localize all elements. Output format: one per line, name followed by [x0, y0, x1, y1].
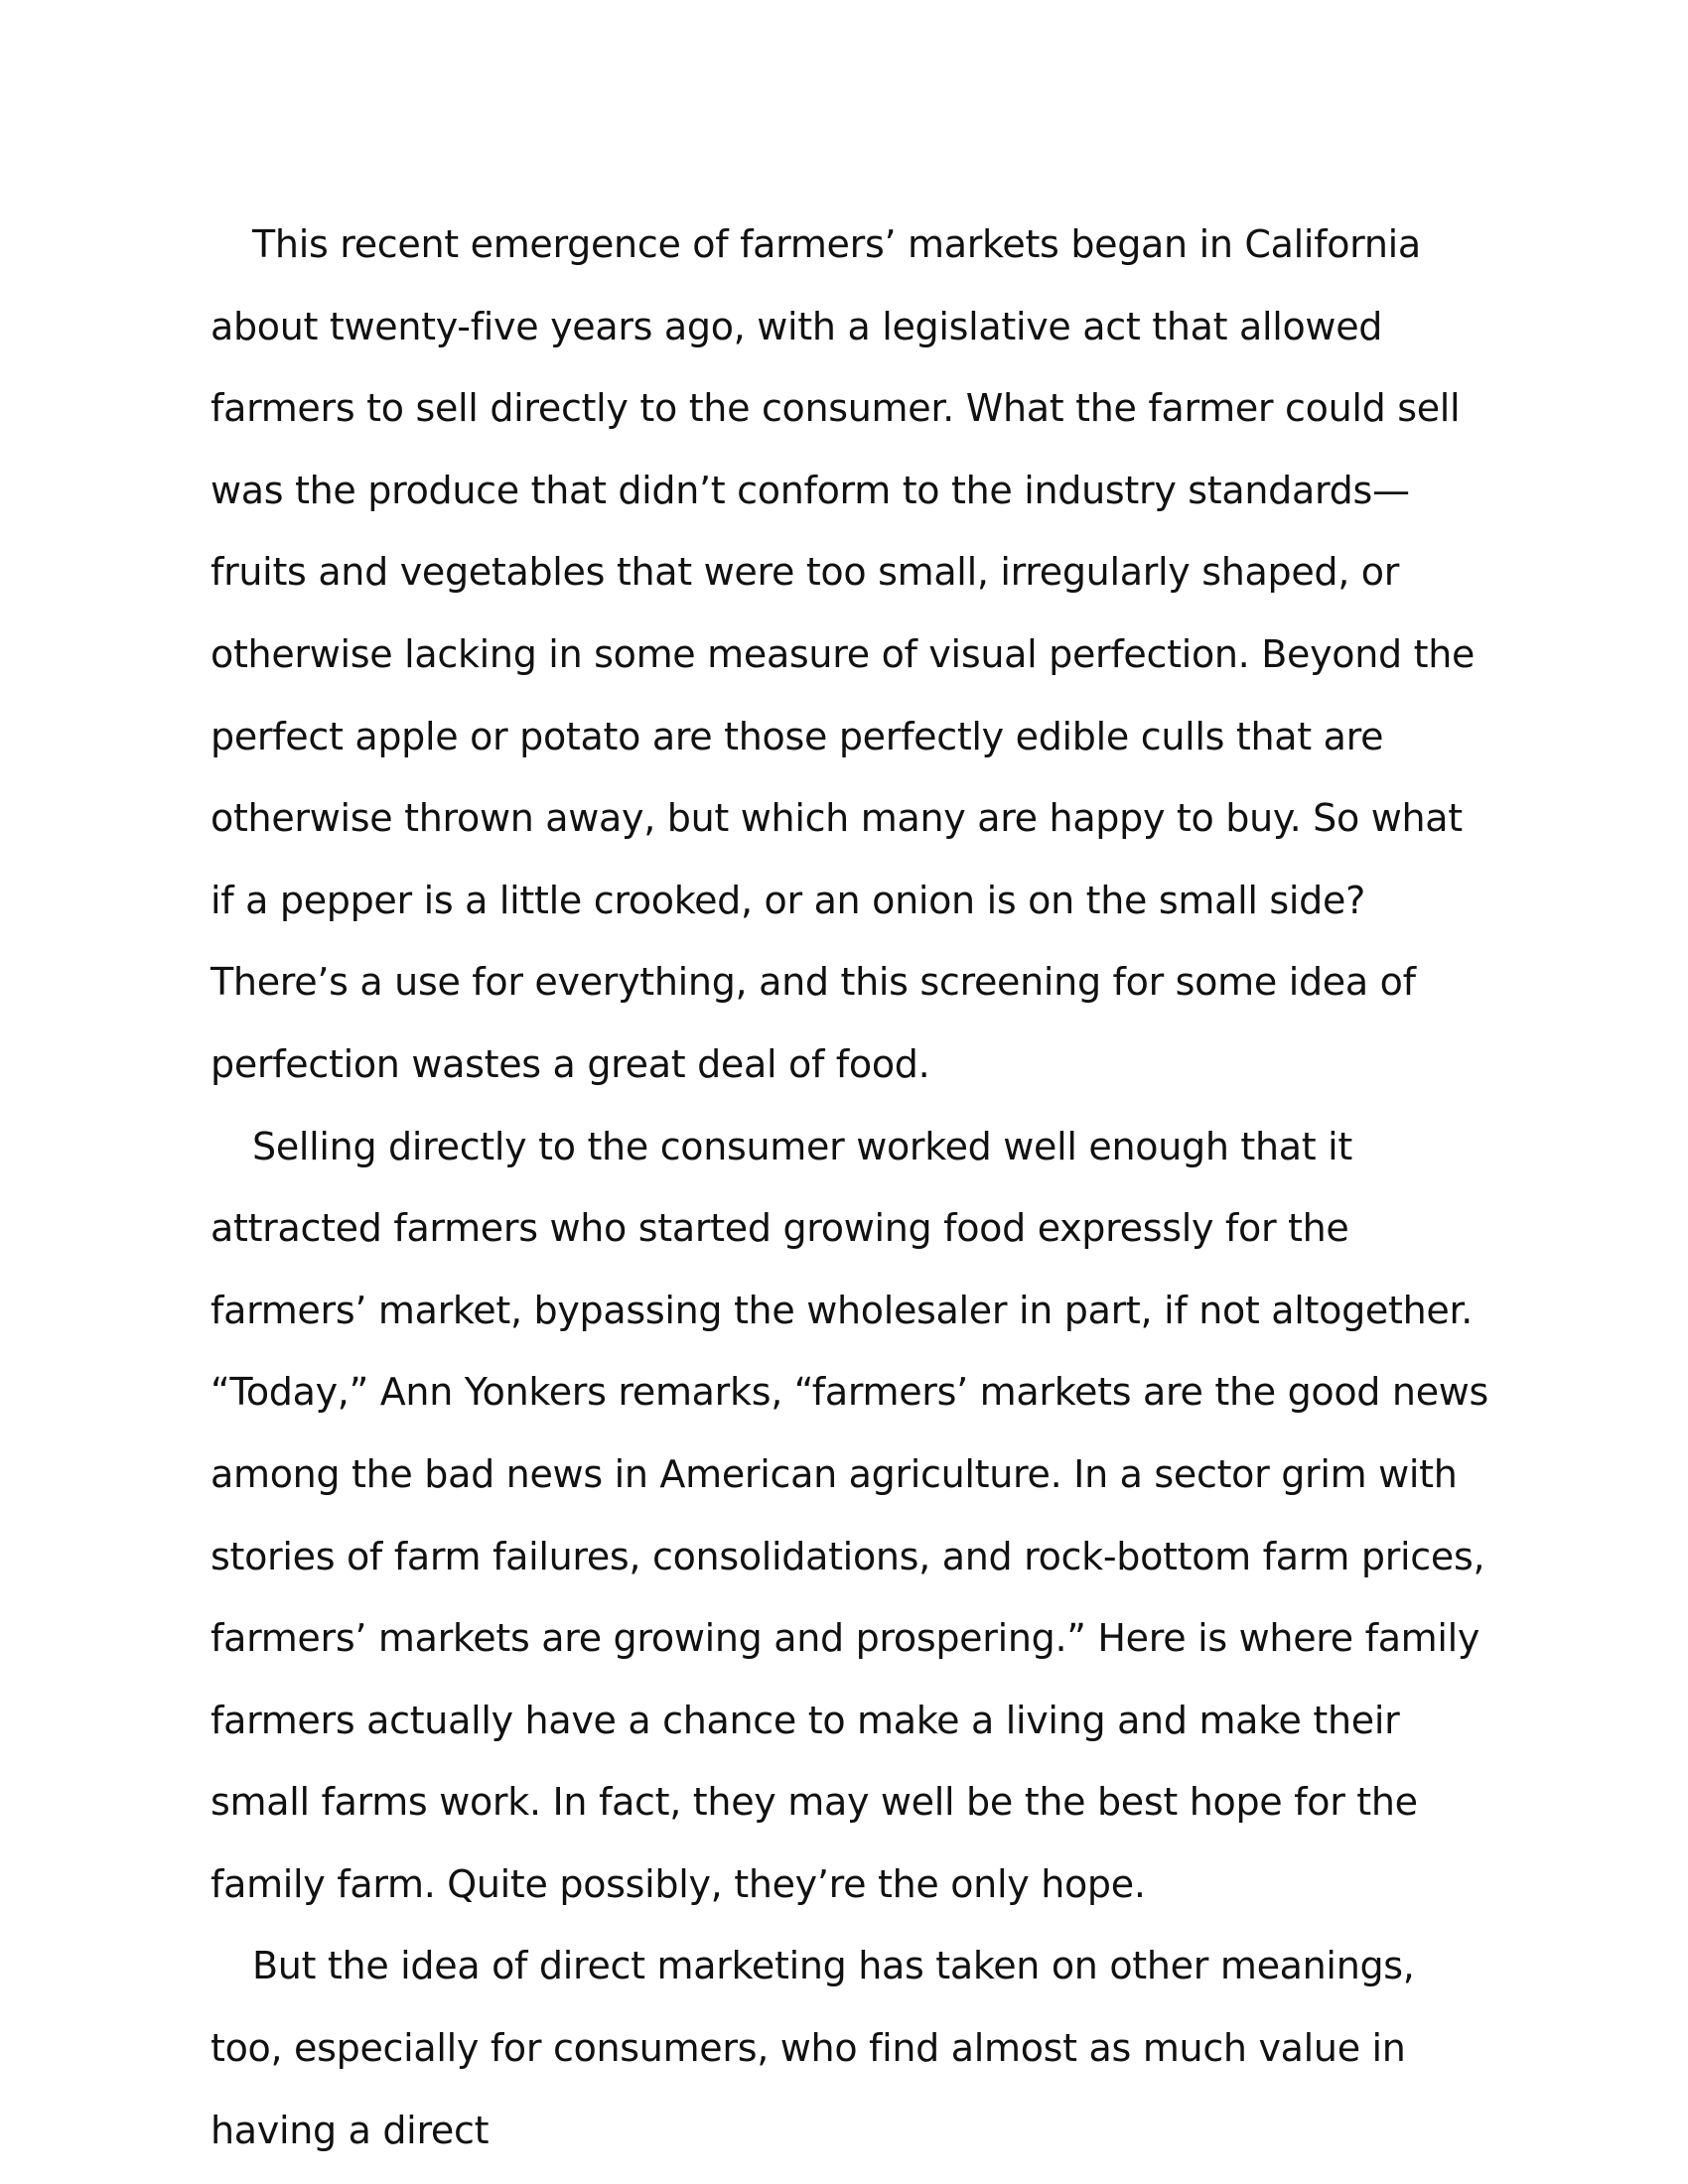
- paragraph-1: This recent emergence of farmers’ markets began in California about twenty-five years ago, with a legislative act that allowed farmers to sell directly to the consumer. What the farmer could sell was the produce that didn’t conform to the industry standards—fruits and vegetables that were too small, irregularly shaped, or otherwise lacking in some measure of visual perfection. Beyond the perfect apple or potato are those perfectly edible culls that are otherwise thrown away, but which many are happy to buy. So what if a pepper is a little crooked, or an onion is on the small side? There’s a use for everything, and this screening for some idea of perfection wastes a great deal of food.: [211, 222, 1476, 1086]
- body-text: [211, 204, 1491, 2171]
- paragraph-2: Selling directly to the consumer worked well enough that it attracted farmers who started growing food expressly for the farmers’ market, bypassing the wholesaler in part, if not altogether. “Today,” Ann Yonkers remarks, “farmers’ markets are the good news among the bad news in American agriculture. In a sector grim with stories of farm failures, consolidations, and rock-bottom farm prices, farmers’ markets are growing and prospering.” Here is where family farmers actually have a chance to make a living and make their small farms work. In fact, they may well be the best hope for the family farm. Quite possibly, they’re the only hope.: [211, 1124, 1489, 1906]
- paragraph-3: But the idea of direct marketing has taken on other meanings, too, especially for consumers, who find almost as much value in having a direct: [211, 1944, 1415, 2152]
